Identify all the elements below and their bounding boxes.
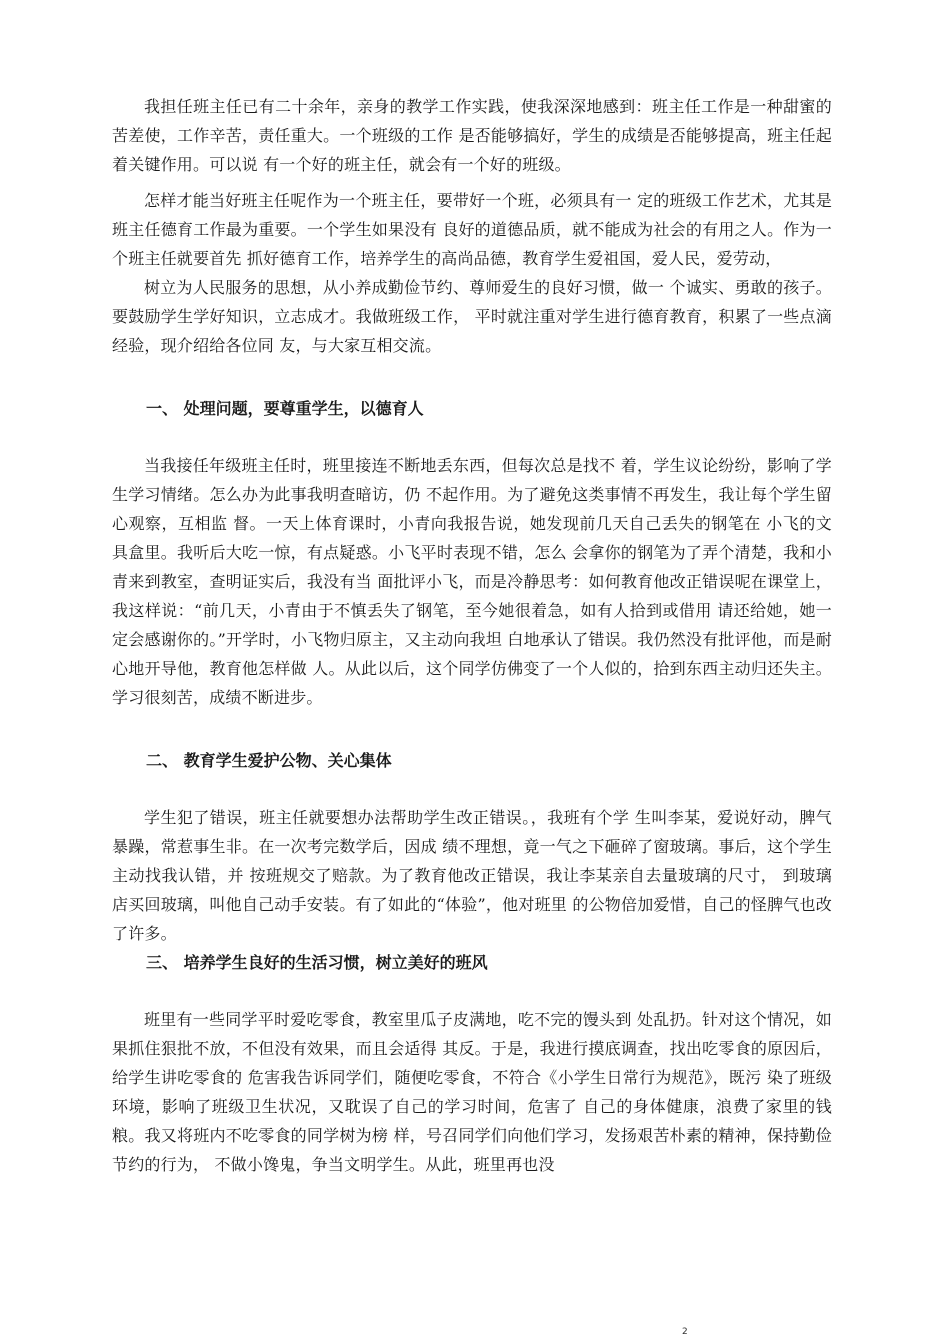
document-page (112, 92, 832, 1179)
intro-paragraph-3: 树立为人民服务的思想，从小养成勤俭节约、尊师爱生的良好习惯，做一 个诚实、勇敢的孩子。要鼓励学生学好知识，立志成才。我做班级工作， 平时就注重对学生进行德育教育，积累了一些点滴经验，现介绍给各位同 友，与大家互相交流。 (112, 278, 832, 355)
section-2-paragraph: 学生犯了错误，班主任就要想办法帮助学生改正错误。，我班有个学 生叫李某，爱说好动，脾气暴躁，常惹事生非。在一次考完数学后，因成 绩不理想，竟一气之下砸碎了窗玻璃。事后，这个学生主动找我认错，并 按班规交了赔款。为了教育他改正错误，我让李某亲自去量玻璃的尺寸， 到玻璃店买回玻璃，叫他自己动手安装。有了如此的“体验”，他对班里 的公物倍加爱惜，自己的怪脾气也改了许多。 (112, 808, 832, 943)
section-2-heading: 二、 教育学生爱护公物、关心集体 (146, 751, 392, 770)
intro-paragraph-2: 怎样才能当好班主任呢作为一个班主任，要带好一个班，必须具有一 定的班级工作艺术，尤其是班主任德育工作最为重要。一个学生如果没有 良好的道德品质，就不能成为社会的有用之人。作为一个班主任就要首先 抓好德育工作，培养学生的高尚品德，教育学生爱祖国，爱人民，爱劳动， (112, 191, 832, 268)
section-3-heading: 三、 培养学生良好的生活习惯，树立美好的班风 (146, 953, 488, 972)
section-1-heading: 一、 处理问题，要尊重学生，以德育人 (146, 399, 424, 418)
section-3-paragraph: 班里有一些同学平时爱吃零食，教室里瓜子皮满地，吃不完的馒头到 处乱扔。针对这个情况，如果抓住狠批不放，不但没有效果，而且会适得 其反。于是，我进行摸底调查，找出吃零食的原因后，给学生讲吃零食的 危害我告诉同学们，随便吃零食，不符合《小学生日常行为规范》，既污 染了班级环境，影响了班级卫生状况，又耽误了自己的学习时间，危害了 自己的身体健康，浪费了家里的钱粮。我又将班内不吃零食的同学树为榜 样，号召同学们向他们学习，发扬艰苦朴素的精神，保持勤俭节约的行为， 不做小馋鬼，争当文明学生。从此，班里再也没 (112, 1010, 832, 1174)
intro-paragraph-1: 我担任班主任已有二十余年，亲身的教学工作实践，使我深深地感到：班主任工作是一种甜蜜的苦差使，工作辛苦，责任重大。一个班级的工作 是否能够搞好，学生的成绩是否能够提高，班主任起着关键作用。可以说 有一个好的班主任，就会有一个好的班级。 (112, 97, 832, 174)
section-1-paragraph: 当我接任年级班主任时，班里接连不断地丢东西，但每次总是找不 着，学生议论纷纷，影响了学生学习情绪。怎么办为此事我明查暗访，仍 不起作用。为了避免这类事情不再发生，我让每个学生留心观察，互相监 督。一天上体育课时，小青向我报告说，她发现前几天自己丢失的钢笔在 小飞的文具盒里。我听后大吃一惊，有点疑惑。小飞平时表现不错，怎么 会拿你的钢笔为了弄个清楚，我和小青来到教室，查明证实后，我没有当 面批评小飞，而是冷静思考：如何教育他改正错误呢在课堂上，我这样说：“前几天，小青由于不慎丢失了钢笔，至今她很着急，如有人拾到或借用 请还给她，她一定会感谢你的。”开学时，小飞物归原主，又主动向我坦 白地承认了错误。我仍然没有批评他，而是耐心地开导他，教育他怎样做 人。从此以后，这个同学仿佛变了一个人似的，拾到东西主动归还失主。 学习很刻苦，成绩不断进步。 (112, 456, 832, 707)
page-number: 2 (682, 1327, 688, 1337)
